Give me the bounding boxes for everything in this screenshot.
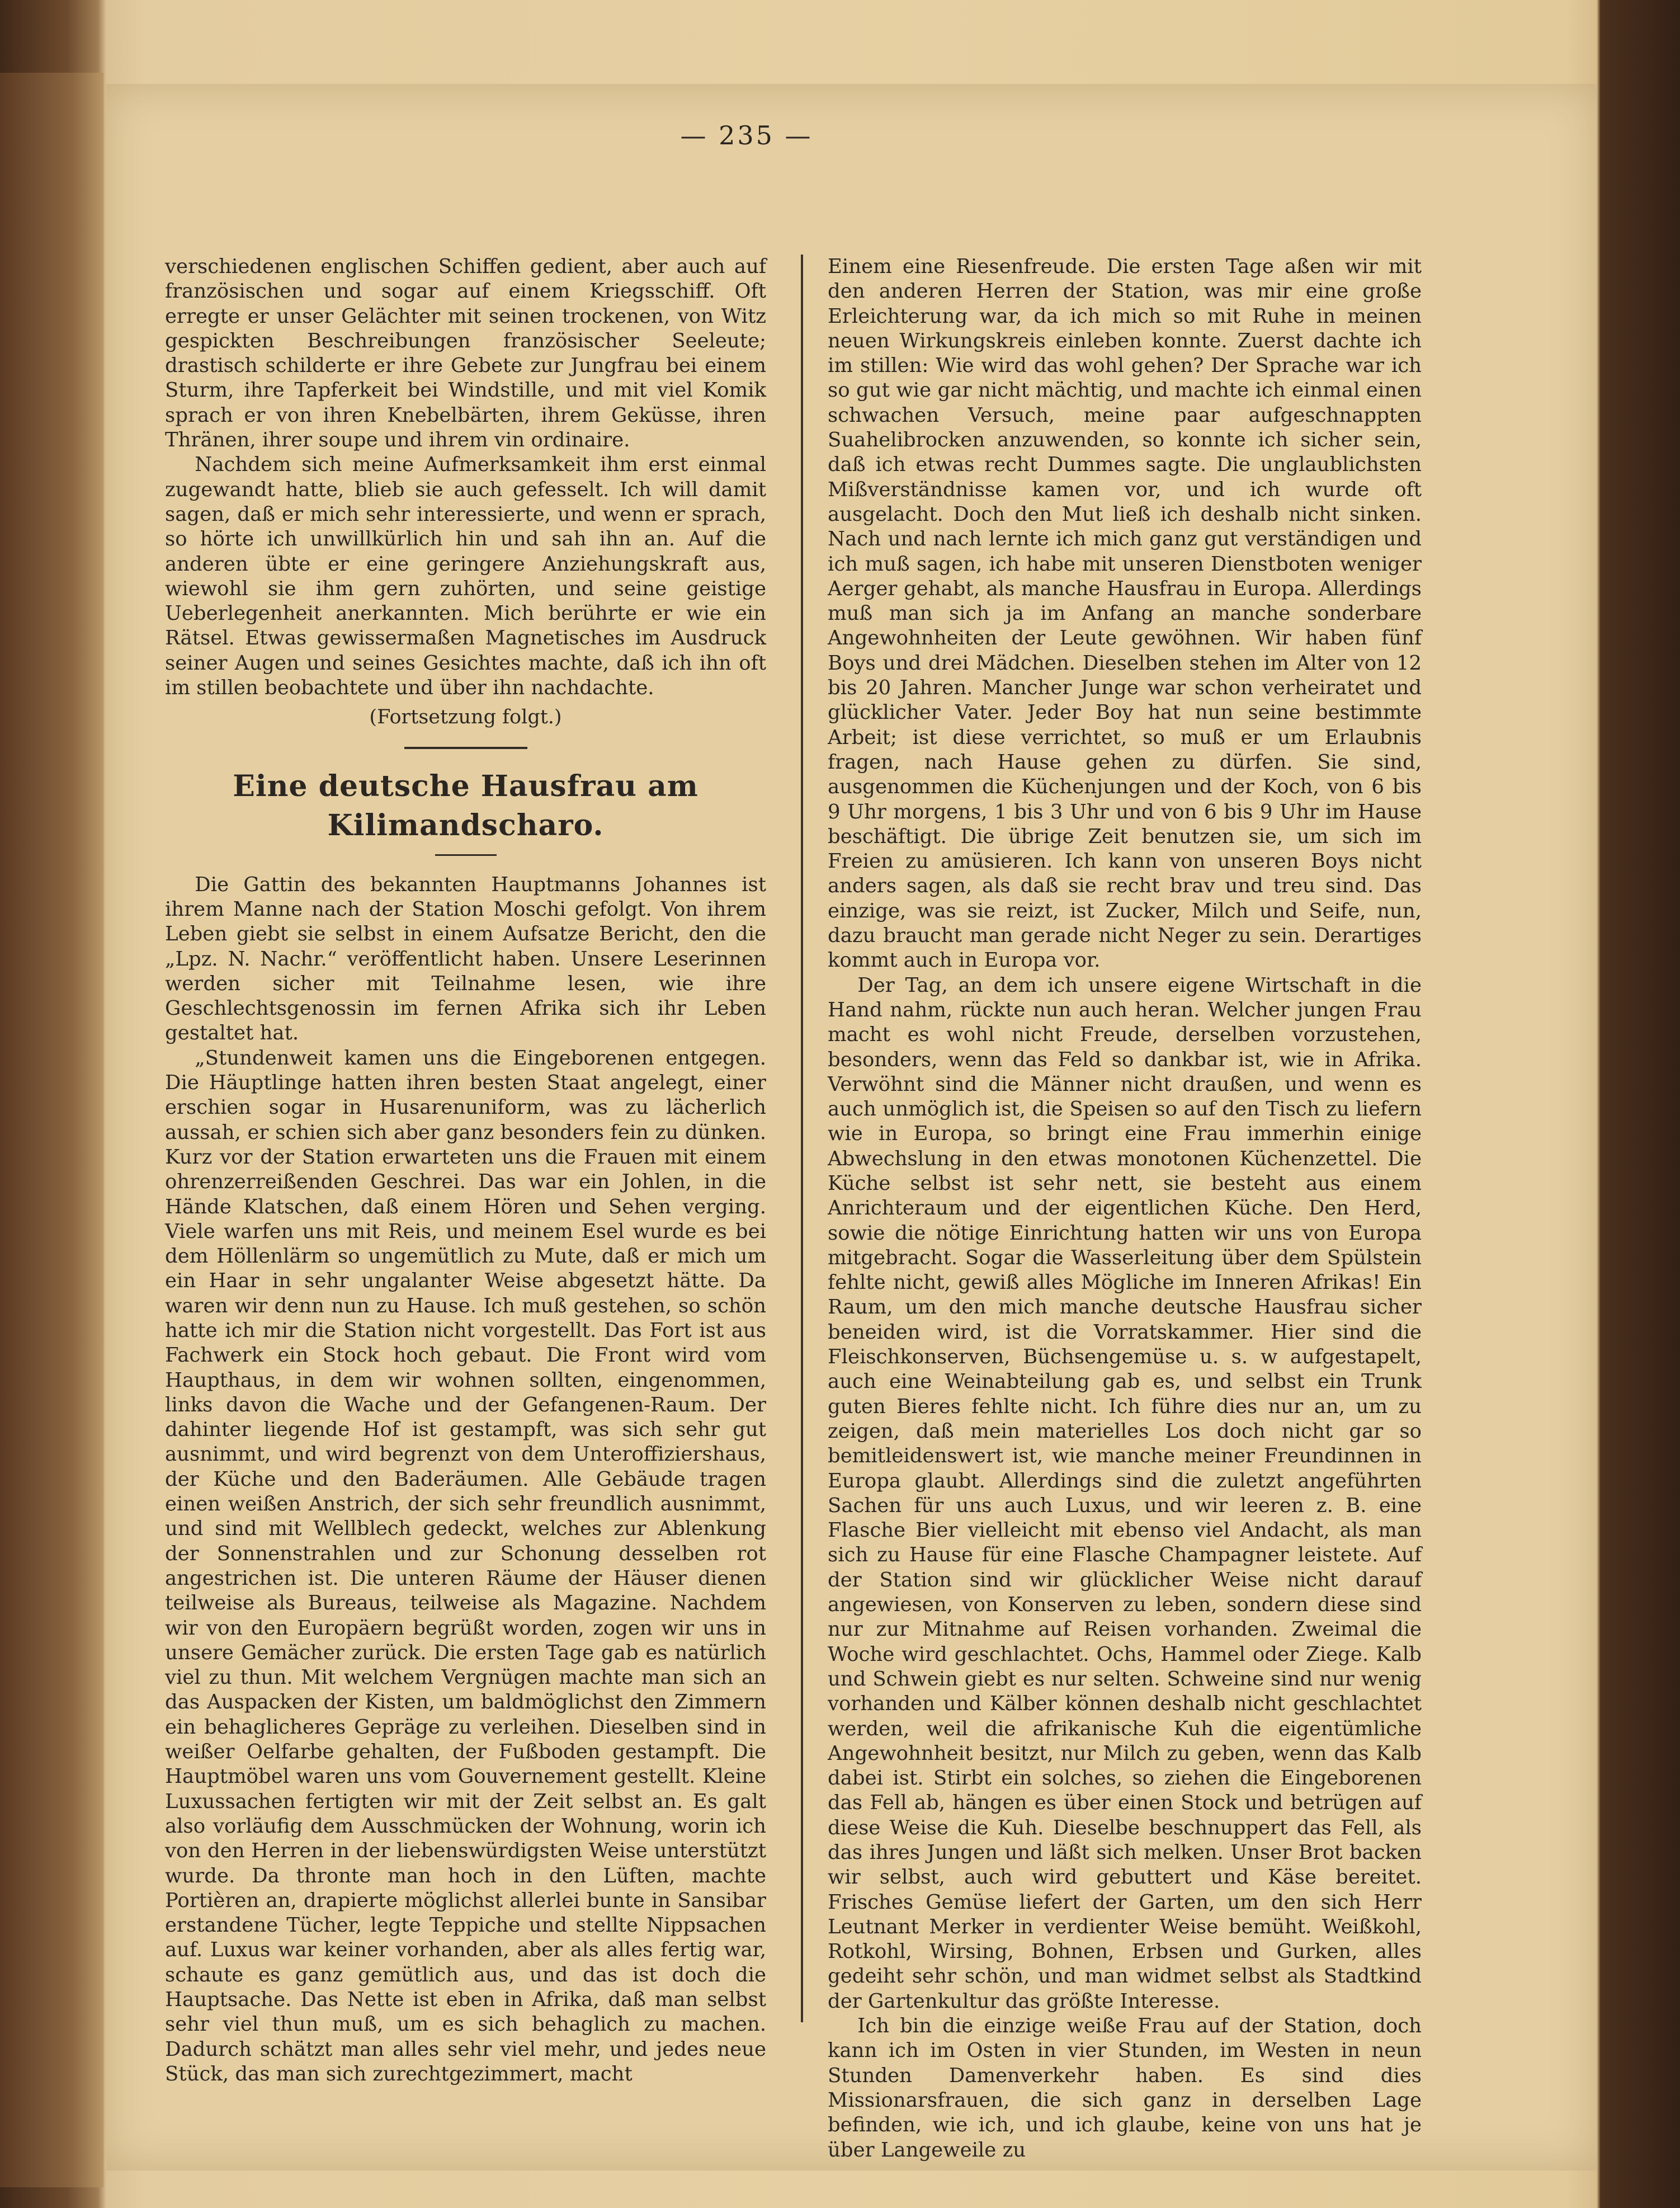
paragraph: Nachdem sich meine Aufmerksamkeit ihm erst einmal zugewandt hatte, blieb sie auch gefesselt. Ich will damit sagen, daß er mich sehr interessierte, und wenn er sprach, so hörte ich unwillkürlich hin und sah ihn an. Auf die anderen übte er eine geringere Anziehungskraft aus, wiewohl sie ihm gern zuhörten, und seine geistige Ueberlegenheit anerkannten. Mich berührte er wie ein Rätsel. Etwas gewissermaßen Magnetisches im Ausdruck seiner Augen und seines Gesichtes machte, daß ich ihn oft im stillen beobachtete und über ihn nachdachte. bbox=[165, 453, 766, 700]
paragraph: Ich bin die einzige weiße Frau auf der Station, doch kann ich im Osten in vier Stunden, im Westen in neun Stunden Damenverkehr haben. Es sind dies Missionarsfrauen, die sich ganz in derselben Lage befinden, wie ich, und ich glaube, keine von uns hat je über Langeweile zu bbox=[828, 2014, 1422, 2162]
paragraph: Die Gattin des bekannten Hauptmanns Johannes ist ihrem Manne nach der Station Moschi gefolgt. Von ihrem Leben giebt sie selbst in einem Aufsatze Bericht, den die „Lpz. N. Nachr.“ veröffentlicht haben. Unsere Leserinnen werden sicher mit Teilnahme lesen, wie ihre Geschlechtsgenossin im fernen Afrika sich ihr Leben gestaltet hat. bbox=[165, 873, 766, 1045]
section-divider bbox=[404, 747, 527, 749]
paragraph: Der Tag, an dem ich unsere eigene Wirtschaft in die Hand nahm, rückte nun auch heran. Welcher jungen Frau macht es wohl nicht Freude, derselben vorzustehen, besonders, wenn das Feld so dankbar ist, wie in Afrika. Verwöhnt sind die Männer nicht draußen, und wenn es auch unmöglich ist, die Speisen so auf den Tisch zu liefern wie in Europa, so bringt eine Frau immerhin einige Abwechslung in den etwas monotonen Küchenzettel. Die Küche selbst ist sehr nett, sie besteht aus einem Anrichteraum und der eigentlichen Küche. Den Herd, sowie die nötige Einrichtung hatten wir uns von Europa mitgebracht. Sogar die Wasserleitung über dem Spülstein fehlte nicht, gewiß alles Mögliche im Inneren Afrikas! Ein Raum, um den mich manche deutsche Hausfrau sicher beneiden wird, ist die Vorratskammer. Hier sind die Fleischkonserven, Büchsengemüse u. s. w aufgestapelt, auch eine Weinabteilung gab es, und selbst ein Trunk guten Bieres fehlte nicht. Ich führe dies nur an, um zu zeigen, daß mein materielles Los doch nicht gar so bemitleidenswert ist, wie manche meiner Freundinnen in Europa glaubt. Allerdings sind die zuletzt angeführten Sachen für uns auch Luxus, und wir leeren z. B. eine Flasche Bier vielleicht mit ebenso viel Andacht, als man sich zu Hause für eine Flasche Champagner leistete. Auf der Station sind wir glücklicher Weise nicht darauf angewiesen, von Konserven zu leben, sondern diese sind nur zur Mitnahme auf Reisen vorhanden. Zweimal die Woche wird geschlachtet. Ochs, Hammel oder Ziege. Kalb und Schwein giebt es nur selten. Schweine sind nur wenig vorhanden und Kälber können deshalb nicht geschlachtet werden, weil die afrikanische Kuh die eigentümliche Angewohnheit besitzt, nur Milch zu geben, wenn das Kalb dabei ist. Stirbt ein solches, so ziehen die Eingeborenen das Fell ab, hängen es über einen Stock und betrügen auf diese Weise die Kuh. Dieselbe beschnuppert das Fell, als das ihres Jungen und läßt sich melken. Unser Brot backen wir selbst, auch wird gebuttert und Käse bereitet. Frisches Gemüse liefert der Garten, um den sich Herr Leutnant Merker in verdienter Weise bemüht. Weißkohl, Rotkohl, Wirsing, Bohnen, Erbsen und Gurken, alles gedeiht sehr schön, und man widmet selbst als Stadtkind der Gartenkultur das größte Interesse. bbox=[828, 973, 1422, 2013]
title-underline bbox=[435, 854, 497, 856]
right-column bbox=[828, 255, 1422, 2163]
adjacent-page-edge bbox=[0, 73, 103, 2187]
left-column bbox=[165, 255, 766, 2087]
article-title: Eine deutsche Hausfrau am Kilimandscharo. bbox=[233, 769, 699, 842]
column-divider bbox=[801, 255, 803, 2022]
paragraph: Einem eine Riesenfreude. Die ersten Tage aßen wir mit den anderen Herren der Station, was mir eine große Erleichterung war, da ich mich so mit Ruhe in meinen neuen Wirkungskreis einleben konnte. Zuerst dachte ich im stillen: Wie wird das wohl gehen? Der Sprache war ich so gut wie gar nicht mächtig, und machte ich einmal einen schwachen Versuch, meine paar aufgeschnappten Suahelibrocken anzuwenden, so konnte ich sicher sein, daß ich etwas recht Dummes sagte. Die unglaublichsten Mißverständnisse kamen vor, und ich wurde oft ausgelacht. Doch den Mut ließ ich deshalb nicht sinken. Nach und nach lernte ich mich ganz gut verständigen und ich muß sagen, ich habe mit unseren Dienstboten weniger Aerger gehabt, als manche Hausfrau in Europa. Allerdings muß man sich ja im Anfang an manche sonderbare Angewohnheiten der Leute gewöhnen. Wir haben fünf Boys und drei Mädchen. Dieselben stehen im Alter von 12 bis 20 Jahren. Mancher Junge war schon verheiratet und glücklicher Vater. Jeder Boy hat nun seine bestimmte Arbeit; ist diese verrichtet, so muß er um Erlaubnis fragen, nach Hause gehen zu dürfen. Sie sind, ausgenommen die Küchenjungen und der Koch, von 6 bis 9 Uhr morgens, 1 bis 3 Uhr und von 6 bis 9 Uhr im Hause beschäftigt. Die übrige Zeit benutzen sie, um sich im Freien zu amüsieren. Ich kann von unseren Boys nicht anders sagen, als daß sie recht brav und treu sind. Das einzige, was sie reizt, ist Zucker, Milch und Seife, nun, dazu braucht man gerade nicht Neger zu sein. Derartiges kommt auch in Europa vor. bbox=[828, 255, 1422, 972]
paragraph: „Stundenweit kamen uns die Eingeborenen entgegen. Die Häuptlinge hatten ihren besten Staat angelegt, einer erschien sogar in Husarenuniform, was zu lächerlich aussah, er schien sich aber ganz besonders fein zu dünken. Kurz vor der Station erwarteten uns die Frauen mit einem ohrenzerreißenden Geschrei. Das war ein Johlen, in die Hände Klatschen, daß einem Hören und Sehen verging. Viele warfen uns mit Reis, und meinem Esel wurde es bei dem Höllenlärm so ungemütlich zu Mute, daß er mich um ein Haar in sehr ungalanter Weise abgesetzt hätte. Da waren wir denn nun zu Hause. Ich muß gestehen, so schön hatte ich mir die Station nicht vorgestellt. Das Fort ist aus Fachwerk ein Stock hoch gebaut. Die Front wird vom Haupthaus, in dem wir wohnen sollten, eingenommen, links davon die Wache und der Gefangenen-Raum. Der dahinter liegende Hof ist gestampft, was sich sehr gut ausnimmt, und wird begrenzt von dem Unteroffiziershaus, der Küche und den Baderäumen. Alle Gebäude tragen einen weißen Anstrich, der sich sehr freundlich ausnimmt, und sind mit Wellblech gedeckt, welches zur Ablenkung der Sonnenstrahlen und zur Schonung desselben rot angestrichen ist. Die unteren Räume der Häuser dienen teilweise als Bureaus, teilweise als Magazine. Nachdem wir von den Europäern begrüßt worden, zogen wir uns in unsere Gemächer zurück. Die ersten Tage gab es natürlich viel zu thun. Mit welchem Vergnügen machte man sich an das Auspacken der Kisten, um baldmöglichst den Zimmern ein behaglicheres Gepräge zu verleihen. Dieselben sind in weißer Oelfarbe gehalten, der Fußboden gestampft. Die Hauptmöbel waren uns vom Gouvernement gestellt. Kleine Luxussachen fertigten wir mit der Zeit selbst an. Es galt also vorläufig dem Ausschmücken der Wohnung, worin ich von den Herren in der liebenswürdigsten Weise unterstützt wurde. Da thronte man hoch in den Lüften, machte Portièren an, drapierte möglichst allerlei bunte in Sansibar erstandene Tücher, legte Teppiche und stellte Nippsachen auf. Luxus war keiner vorhanden, aber als alles fertig war, schaute es ganz gemütlich aus, und das ist doch die Hauptsache. Das Nette ist eben in Afrika, daß man selbst sehr viel thun muß, um es sich behaglich zu machen. Dadurch schätzt man alles sehr viel mehr, und jedes neue Stück, das man sich zurechtgezimmert, macht bbox=[165, 1046, 766, 2085]
paragraph: verschiedenen englischen Schiffen gedient, aber auch auf französischen und sogar auf einem Kriegsschiff. Oft erregte er unser Gelächter mit seinen trockenen, von Witz gespickten Beschreibungen französischer Seeleute; drastisch schilderte er ihre Gebete zur Jungfrau bei einem Sturm, ihre Tapferkeit bei Windstille, und mit viel Komik sprach er von ihren Knebelbärten, ihrem Geküsse, ihren Thränen, ihrer soupe und ihrem vin ordinaire. bbox=[165, 255, 766, 452]
page-number: — 235 — bbox=[680, 120, 813, 150]
continued-note: (Fortsetzung folgt.) bbox=[369, 706, 562, 729]
